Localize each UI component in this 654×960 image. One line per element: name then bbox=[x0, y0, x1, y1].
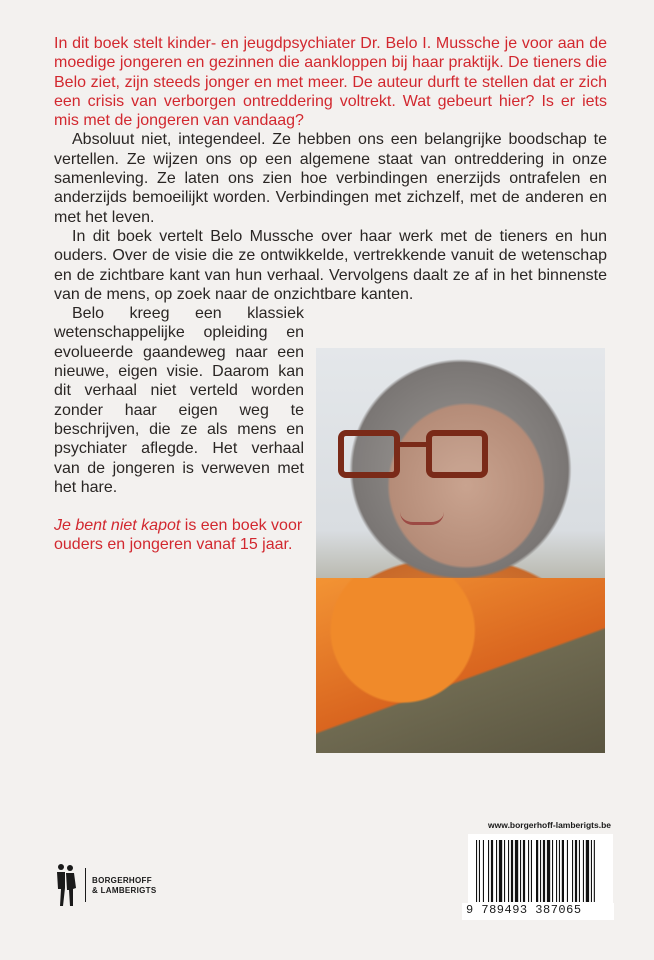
tagline-rest: is een boek voor ouders en jongeren vanaf 15 jaar. bbox=[54, 517, 303, 554]
publisher-logo-figure-icon bbox=[54, 862, 78, 908]
barcode-icon bbox=[476, 840, 605, 902]
tagline bbox=[54, 516, 314, 555]
blurb-paragraph-3: In dit boek vertelt Belo Mussche over haar werk met de tieners en hun ouders. Over de visie die ze ontwikkelde, vertrekkende vanuit de wetenschap en de zichtbare kant van hun verhaal. Vervolgens daalt ze af in het binnenste van de mens, op zoek naar de onzichtbare kanten. bbox=[54, 227, 607, 303]
glasses bbox=[338, 430, 488, 482]
publisher-website: www.borgerhoff-lamberigts.be bbox=[488, 820, 611, 830]
publisher-logo bbox=[54, 862, 184, 908]
blurb-paragraph-2: Absoluut niet, integendeel. Ze hebben ons een belangrijke boodschap te vertellen. Ze wijzen ons op een algemene staat van ontreddering in onze samenleving. Ze laten ons zien hoe verbindingen enerzijds ontrafelen en anderzijds bemoeilijkt worden. Verbindingen met zichzelf, met de anderen en met het leven. bbox=[54, 131, 607, 226]
isbn-number: 9 789493 387065 bbox=[462, 903, 614, 920]
blurb-paragraph-4: Belo kreeg een klassiek wetenschappelijke opleiding en evolueerde gaandeweg naar een nieuwe, eigen visie. Daarom kan dit verhaal niet verteld worden zonder haar eigen weg te beschrijven, die ze als mens en psychiater aflegde. Het verhaal van de jongeren is verweven met het hare. bbox=[54, 305, 304, 496]
book-title: Je bent niet kapot bbox=[54, 517, 181, 535]
publisher-line-1: BORGERHOFF bbox=[92, 876, 152, 885]
publisher-line-2: & LAMBERIGTS bbox=[92, 886, 157, 895]
author-photo bbox=[316, 348, 605, 753]
scarf bbox=[316, 578, 605, 753]
publisher-name bbox=[92, 876, 182, 896]
logo-divider bbox=[85, 868, 86, 902]
blurb-paragraph-1: In dit boek stelt kinder- en jeugdpsychiater Dr. Belo I. Mussche je voor aan de moedige jongeren en gezinnen die aankloppen bij haar praktijk. De tieners die Belo ziet, zijn steeds jonger en met meer. De auteur durft te stellen dat er zich een crisis van verborgen ontreddering voltrekt. Wat gebeurt hier? Is er iets mis met de jongeren van vandaag? bbox=[54, 35, 607, 130]
barcode bbox=[468, 834, 613, 904]
